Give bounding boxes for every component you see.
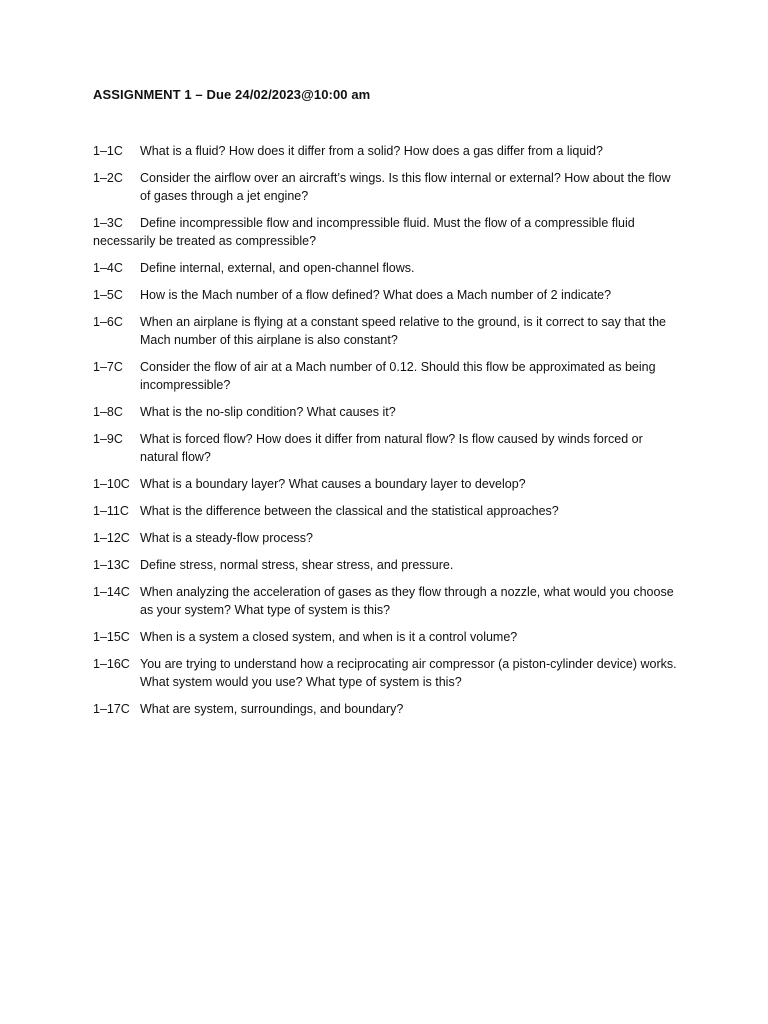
question-text: Define incompressible flow and incompressible fluid. Must the flow of a compressible fluid necessarily be treated as compressible? xyxy=(93,216,635,248)
question-text: Define internal, external, and open-channel flows. xyxy=(140,261,415,275)
question-number: 1–13C xyxy=(93,558,130,572)
question-text: How is the Mach number of a flow defined? What does a Mach number of 2 indicate? xyxy=(140,288,612,302)
question-number: 1–15C xyxy=(93,630,130,644)
question-item xyxy=(93,403,683,421)
question-item xyxy=(93,583,683,619)
question-item xyxy=(93,313,683,349)
question-item xyxy=(93,169,683,205)
question-number: 1–6C xyxy=(93,315,123,329)
question-number: 1–7C xyxy=(93,360,123,374)
question-item xyxy=(93,214,683,250)
question-text: What is the difference between the classical and the statistical approaches? xyxy=(140,504,559,518)
question-text: Consider the flow of air at a Mach number of 0.12. Should this flow be approximated as being incompressible? xyxy=(140,360,656,392)
question-text: What is a steady-flow process? xyxy=(140,531,313,545)
question-number: 1–12C xyxy=(93,531,130,545)
question-item xyxy=(93,700,683,718)
question-number: 1–4C xyxy=(93,261,123,275)
question-text: What is forced flow? How does it differ from natural flow? Is flow caused by winds forced or natural flow? xyxy=(140,432,643,464)
question-text: When an airplane is flying at a constant speed relative to the ground, is it correct to say that the Mach number of this airplane is also constant? xyxy=(140,315,666,347)
question-number: 1–5C xyxy=(93,288,123,302)
question-item xyxy=(93,286,683,304)
question-item xyxy=(93,475,683,493)
question-list xyxy=(93,142,683,727)
question-text: When analyzing the acceleration of gases as they flow through a nozzle, what would you choose as your system? What type of system is this? xyxy=(140,585,674,617)
question-text: What is a fluid? How does it differ from a solid? How does a gas differ from a liquid? xyxy=(140,144,603,158)
question-text: What are system, surroundings, and boundary? xyxy=(140,702,404,716)
question-item xyxy=(93,142,683,160)
question-item xyxy=(93,502,683,520)
question-number: 1–8C xyxy=(93,405,123,419)
question-item xyxy=(93,556,683,574)
question-item xyxy=(93,430,683,466)
question-number: 1–16C xyxy=(93,657,130,671)
question-number: 1–9C xyxy=(93,432,123,446)
question-text: Define stress, normal stress, shear stress, and pressure. xyxy=(140,558,454,572)
question-text: You are trying to understand how a reciprocating air compressor (a piston-cylinder device) works. What system would you use? What type of system is this? xyxy=(140,657,677,689)
question-number: 1–11C xyxy=(93,504,129,518)
question-item xyxy=(93,358,683,394)
question-item xyxy=(93,529,683,547)
question-number: 1–10C xyxy=(93,477,130,491)
question-number: 1–2C xyxy=(93,171,123,185)
question-number: 1–3C xyxy=(93,216,123,230)
question-text: Consider the airflow over an aircraft’s wings. Is this flow internal or external? How about the flow of gases through a jet engine? xyxy=(140,171,671,203)
question-text: When is a system a closed system, and when is it a control volume? xyxy=(140,630,518,644)
question-number: 1–1C xyxy=(93,144,123,158)
question-text: What is a boundary layer? What causes a boundary layer to develop? xyxy=(140,477,526,491)
question-number: 1–17C xyxy=(93,702,130,716)
question-item xyxy=(93,628,683,646)
assignment-title: ASSIGNMENT 1 – Due 24/02/2023@10:00 am xyxy=(93,87,371,102)
question-text: What is the no-slip condition? What causes it? xyxy=(140,405,396,419)
question-number: 1–14C xyxy=(93,585,130,599)
question-item xyxy=(93,655,683,691)
question-item xyxy=(93,259,683,277)
